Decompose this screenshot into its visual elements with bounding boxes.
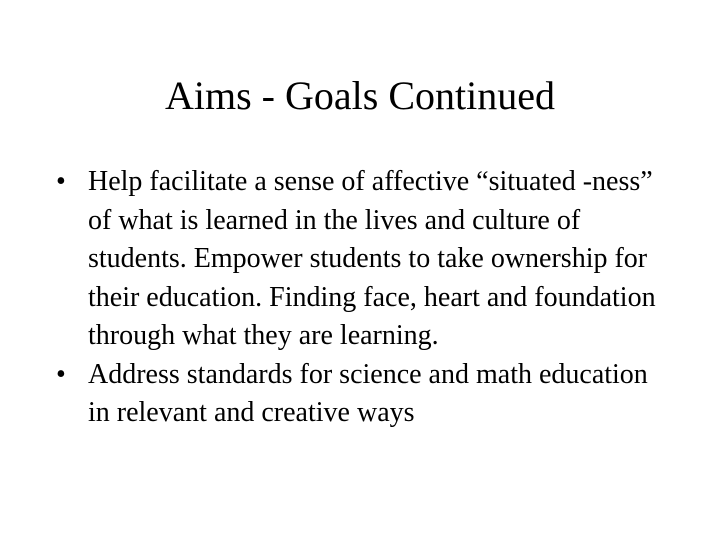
bullet-item bbox=[56, 163, 676, 356]
bullet-icon: • bbox=[56, 358, 66, 390]
bullet-icon: • bbox=[56, 166, 66, 197]
bullet-text: Address standards for science and math education in relevant and creative ways bbox=[88, 358, 648, 428]
bullet-item bbox=[56, 356, 676, 433]
bullet-list bbox=[56, 163, 676, 433]
bullet-text: Help facilitate a sense of affective “situated -ness” of what is learned in the lives and culture of students. Empower students to take ownership for their education. Finding face, heart and foundation through what they are learning. bbox=[88, 166, 656, 351]
slide-title: Aims - Goals Continued bbox=[165, 73, 555, 118]
